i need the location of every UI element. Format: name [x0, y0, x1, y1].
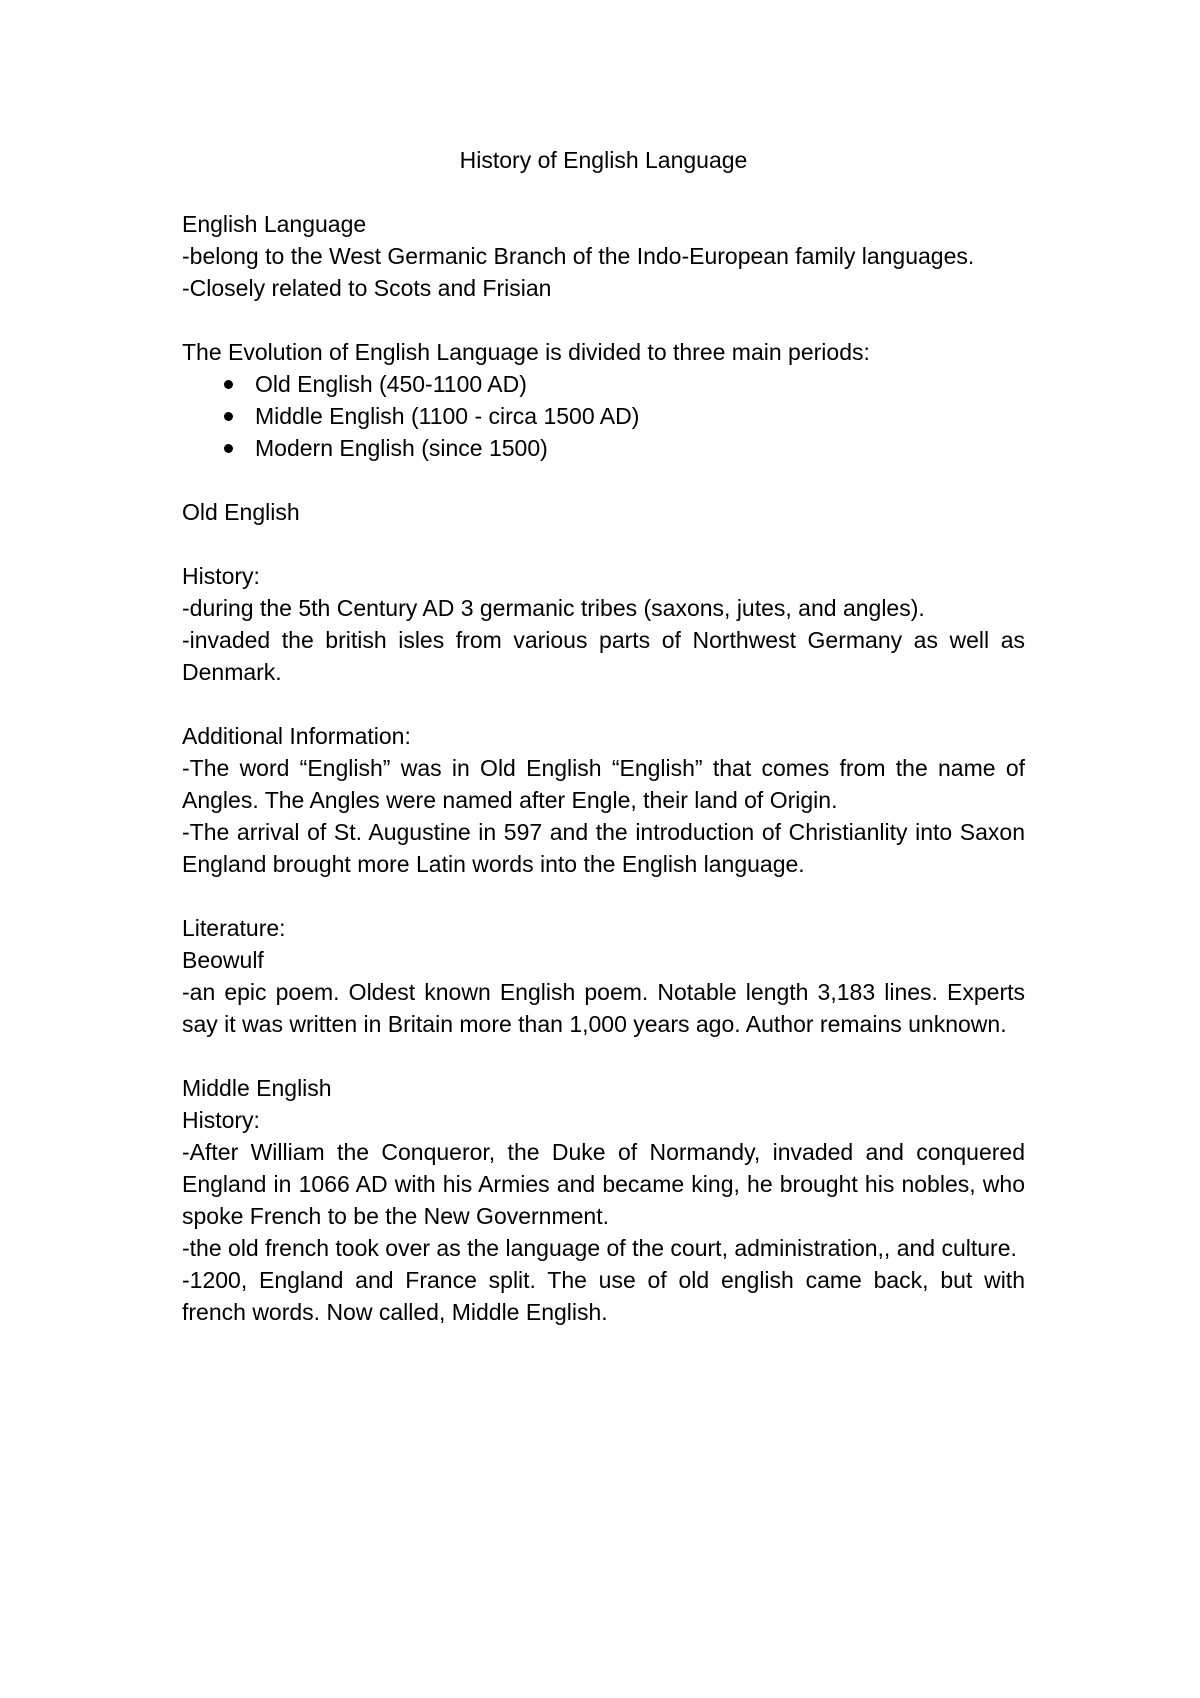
- additional-info-line: -The arrival of St. Augustine in 597 and the introduction of Christianlity into Saxon England brought more Latin words into the English language.: [182, 819, 1025, 877]
- middle-english-heading: Middle English: [182, 1075, 332, 1101]
- old-english-heading: Old English: [182, 499, 300, 525]
- english-language-heading: English Language: [182, 211, 367, 237]
- period-label: Middle English (1100 - circa 1500 AD): [255, 403, 640, 429]
- period-list-item: [182, 368, 1025, 400]
- spacer: [182, 880, 1025, 912]
- literature-label: Literature:: [182, 915, 286, 941]
- english-language-line: -Closely related to Scots and Frisian: [182, 275, 552, 301]
- middle-english-history-label: History:: [182, 1107, 260, 1133]
- literature-text: -an epic poem. Oldest known English poem. Notable length 3,183 lines. Experts say it was written in Britain more than 1,000 years ago. Author remains unknown.: [182, 979, 1025, 1037]
- additional-info-label: Additional Information:: [182, 723, 411, 749]
- spacer: [182, 176, 1025, 208]
- additional-info-line: -The word “English” was in Old English “English” that comes from the name of Angles. The Angles were named after Engle, their land of Origin.: [182, 755, 1025, 813]
- literature-title: Beowulf: [182, 947, 264, 973]
- middle-english-history-line: -After William the Conqueror, the Duke of Normandy, invaded and conquered England in 1066 AD with his Armies and became king, he brought his nobles, who spoke French to be the New Government.: [182, 1139, 1025, 1229]
- spacer: [182, 1040, 1025, 1072]
- old-english-history-line: -during the 5th Century AD 3 germanic tribes (saxons, jutes, and angles).: [182, 595, 925, 621]
- spacer: [182, 464, 1025, 496]
- period-label: Modern English (since 1500): [255, 435, 548, 461]
- document-body: [182, 144, 1025, 1328]
- periods-list: [182, 368, 1025, 464]
- spacer: [182, 528, 1025, 560]
- period-label: Old English (450-1100 AD): [255, 371, 527, 397]
- old-english-history-line: -invaded the british isles from various parts of Northwest Germany as well as Denmark.: [182, 627, 1025, 685]
- middle-english-history-line: -the old french took over as the language of the court, administration,, and culture.: [182, 1235, 1017, 1261]
- bullet-icon: [224, 412, 233, 421]
- evolution-intro: The Evolution of English Language is divided to three main periods:: [182, 339, 870, 365]
- middle-english-history-line: -1200, England and France split. The use of old english came back, but with french words. Now called, Middle English.: [182, 1267, 1025, 1325]
- spacer: [182, 688, 1025, 720]
- document-title: History of English Language: [459, 147, 748, 173]
- spacer: [182, 304, 1025, 336]
- period-list-item: [182, 432, 1025, 464]
- bullet-icon: [224, 380, 233, 389]
- english-language-line: -belong to the West Germanic Branch of the Indo-European family languages.: [182, 243, 975, 269]
- period-list-item: [182, 400, 1025, 432]
- bullet-icon: [224, 444, 233, 453]
- old-english-history-label: History:: [182, 563, 260, 589]
